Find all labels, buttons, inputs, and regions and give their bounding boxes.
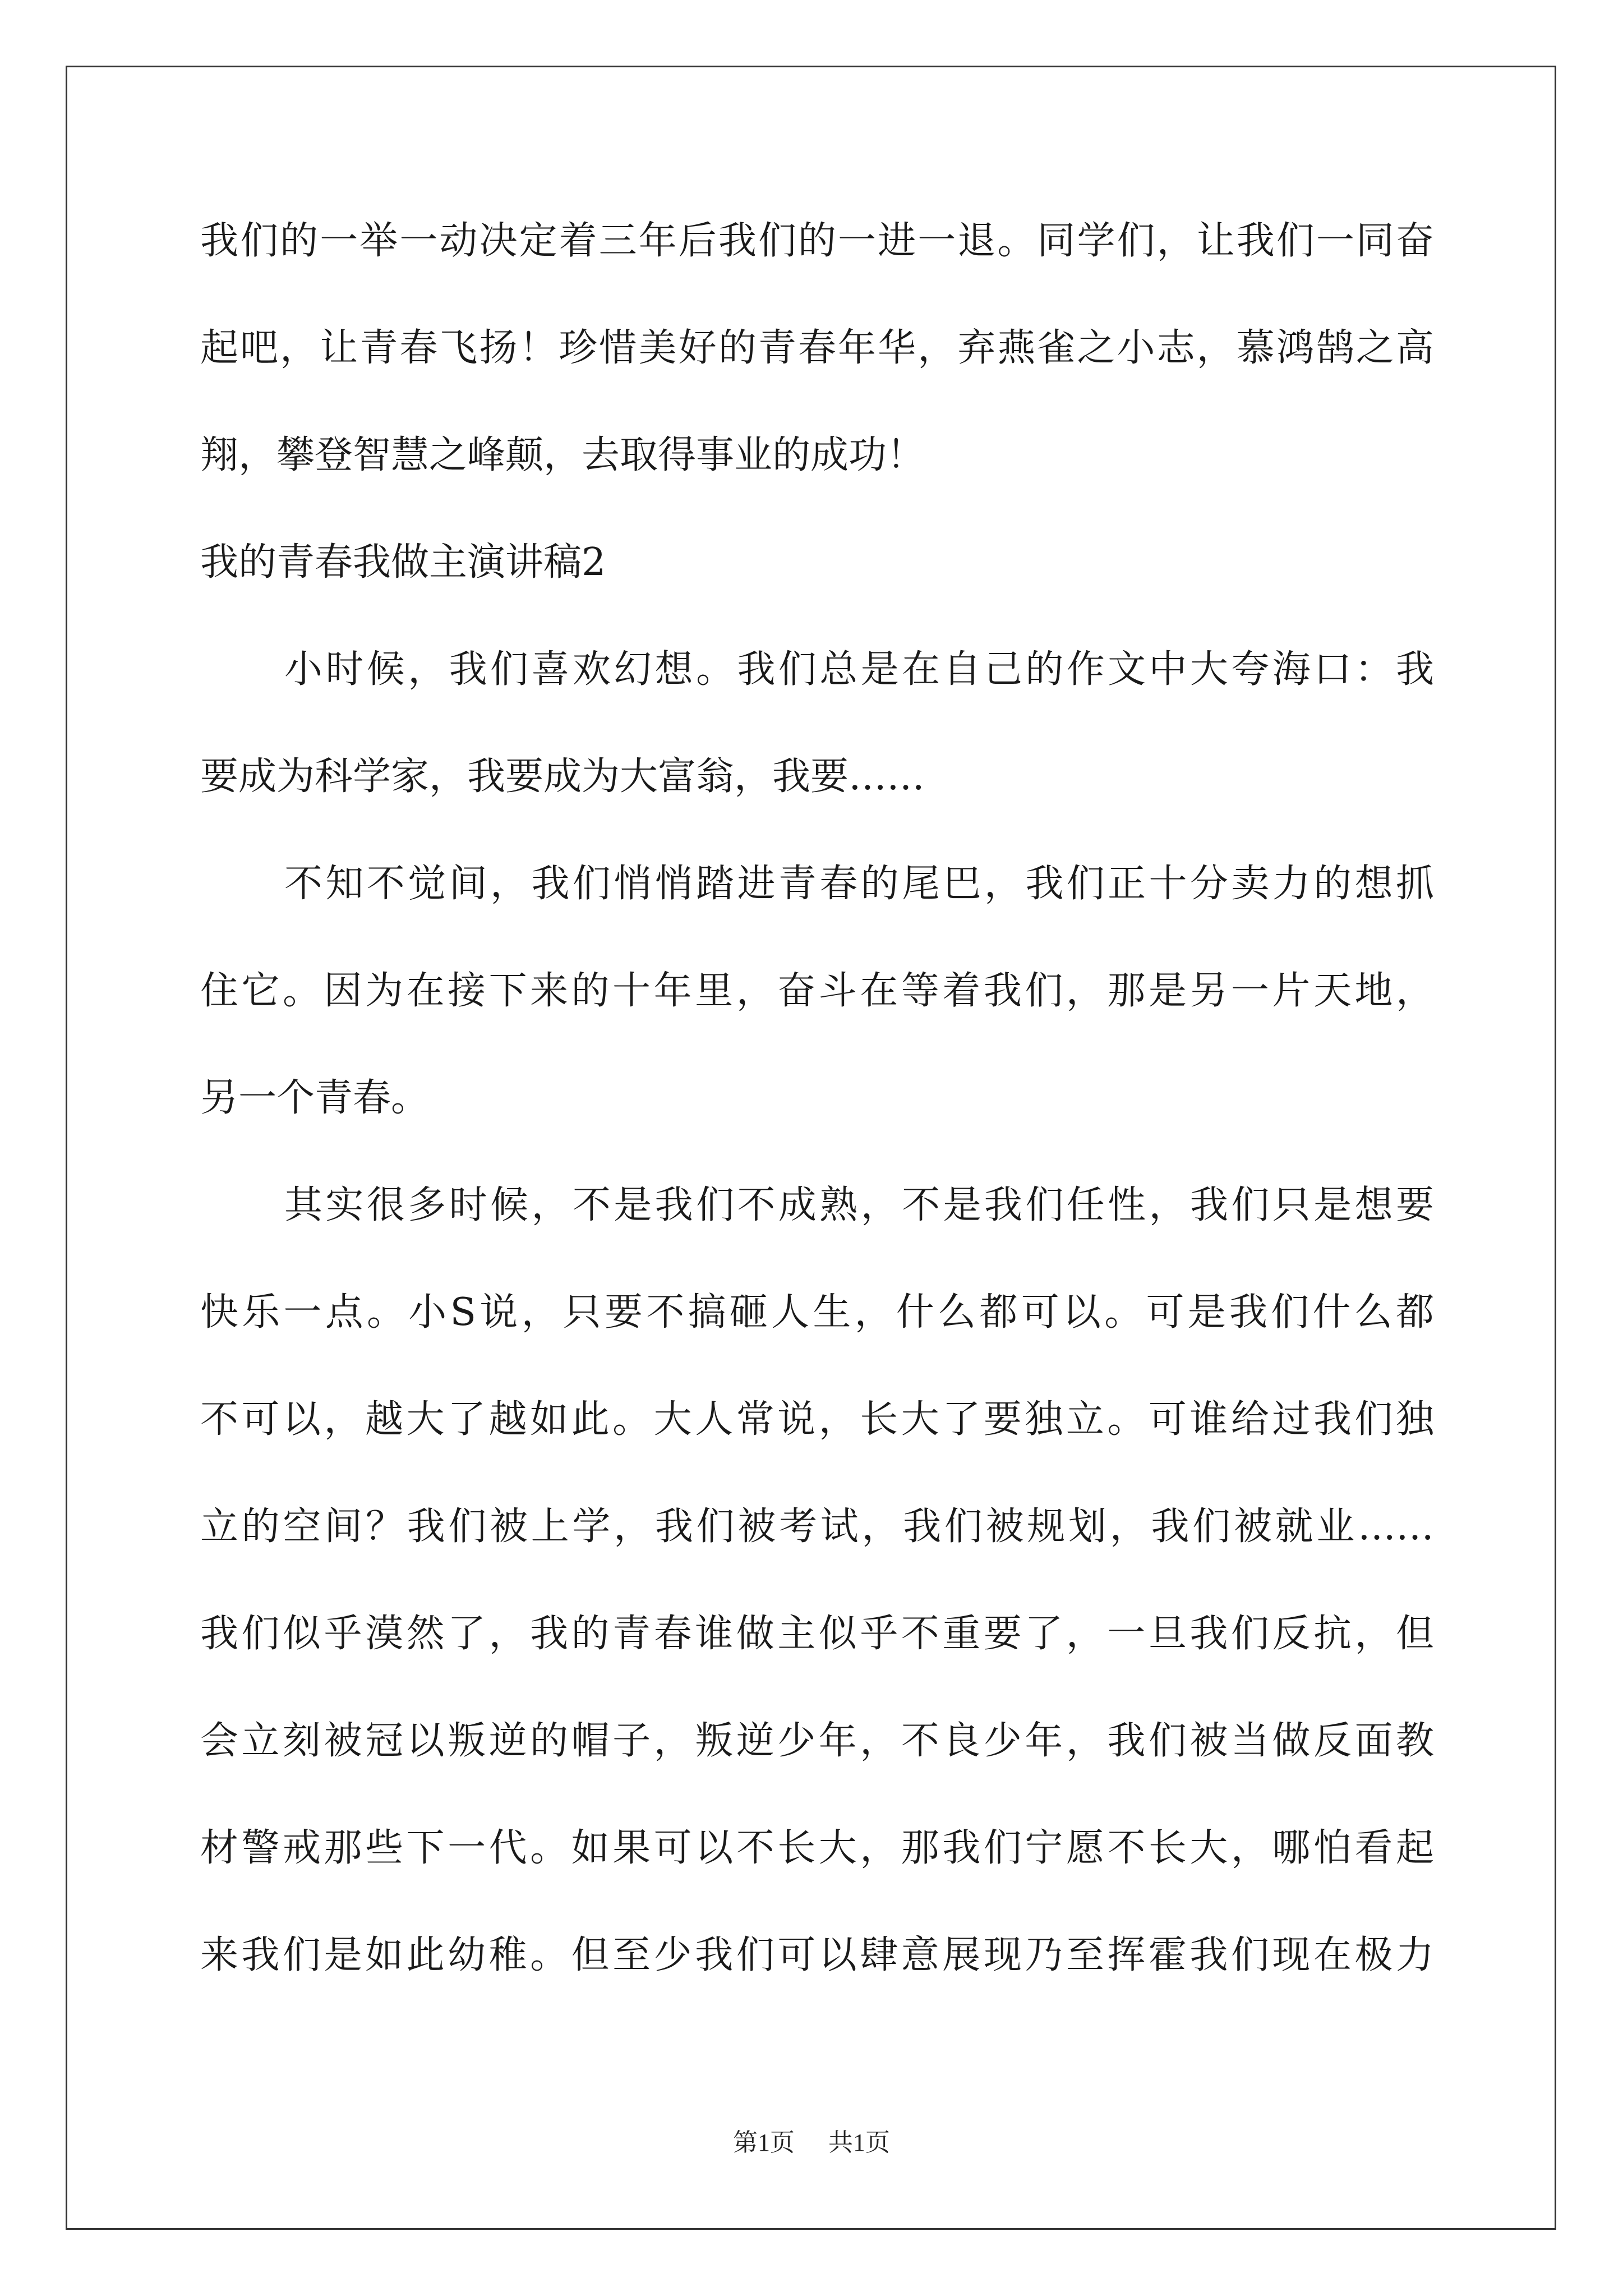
page-number: 第1页 [733, 2129, 795, 2156]
page-border [66, 66, 1556, 2230]
text-line: 小时候，我们喜欢幻想。我们总是在自己的作文中大夸海口：我 [284, 647, 1434, 692]
text-line: 其实很多时候，不是我们不成熟，不是我们任性，我们只是想要 [284, 1183, 1434, 1227]
text-line: 不可以，越大了越如此。大人常说，长大了要独立。可谁给过我们独 [200, 1397, 1434, 1442]
text-line: 材警戒那些下一代。如果可以不长大，那我们宁愿不长大，哪怕看起 [200, 1826, 1434, 1870]
text-line: 立的空间？我们被上学，我们被考试，我们被规划，我们被就业…… [200, 1504, 1434, 1549]
text-line: 会立刻被冠以叛逆的帽子，叛逆少年，不良少年，我们被当做反面教 [200, 1719, 1434, 1763]
text-line: 另一个青春。 [200, 1076, 430, 1120]
text-line: 要成为科学家，我要成为大富翁，我要…… [200, 754, 925, 799]
text-line: 我们似乎漠然了，我的青春谁做主似乎不重要了，一旦我们反抗，但 [200, 1612, 1434, 1656]
text-line: 不知不觉间，我们悄悄踏进青春的尾巴，我们正十分卖力的想抓 [284, 862, 1434, 906]
text-line: 我们的一举一动决定着三年后我们的一进一退。同学们，让我们一同奋 [200, 219, 1434, 263]
section-heading: 我的青春我做主演讲稿2 [200, 540, 606, 585]
page-total: 共1页 [828, 2129, 890, 2156]
text-line: 翔，攀登智慧之峰颠，去取得事业的成功！ [200, 433, 925, 477]
text-line: 来我们是如此幼稚。但至少我们可以肆意展现乃至挥霍我们现在极力 [200, 1933, 1434, 1977]
text-line: 起吧，让青春飞扬！珍惜美好的青春年华，弃燕雀之小志，慕鸿鹄之高 [200, 326, 1434, 370]
text-line: 快乐一点。小S说，只要不搞砸人生，什么都可以。可是我们什么都 [200, 1290, 1434, 1335]
page-footer [0, 2126, 1623, 2160]
text-line: 住它。因为在接下来的十年里，奋斗在等着我们，那是另一片天地， [200, 969, 1434, 1013]
